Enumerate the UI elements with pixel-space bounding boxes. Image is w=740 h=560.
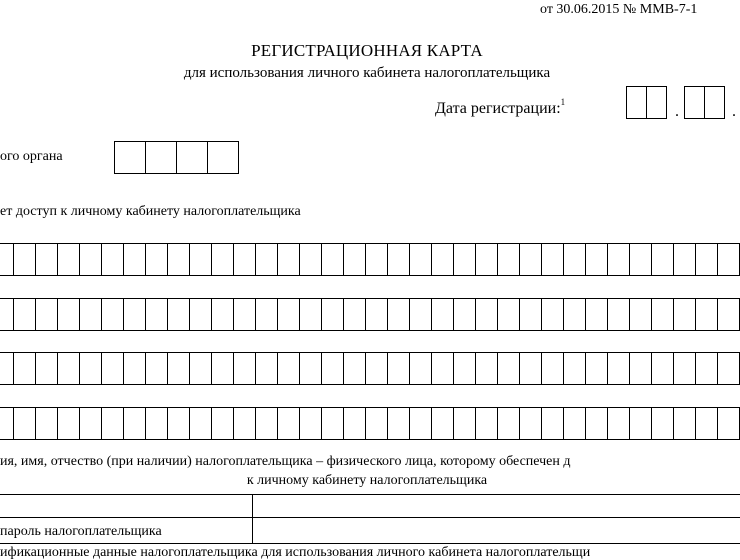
fio-cell[interactable] bbox=[365, 298, 388, 331]
fio-cells-row-2[interactable] bbox=[0, 298, 739, 331]
tax-authority-code-boxes[interactable] bbox=[114, 141, 238, 174]
fio-cell[interactable] bbox=[255, 407, 278, 440]
fio-cell[interactable] bbox=[585, 352, 608, 385]
fio-cell[interactable] bbox=[673, 243, 696, 276]
password-label: пароль налогоплательщика bbox=[0, 524, 162, 539]
date-month-box-1[interactable] bbox=[684, 86, 705, 119]
access-label: ет доступ к личному кабинету налогоплательщика bbox=[0, 204, 301, 219]
fio-cell[interactable] bbox=[431, 407, 454, 440]
fio-cell[interactable] bbox=[695, 243, 718, 276]
form-subtitle: для использования личного кабинета налогоплательщика bbox=[183, 65, 551, 81]
fio-cell[interactable] bbox=[123, 352, 146, 385]
fio-cell[interactable] bbox=[35, 243, 58, 276]
fio-cell[interactable] bbox=[35, 352, 58, 385]
fio-caption-line-1: ия, имя, отчество (при наличии) налогоплательщика – физического лица, которому обеспечен д bbox=[0, 454, 571, 469]
date-day-box-1[interactable] bbox=[626, 86, 647, 119]
fio-cell[interactable] bbox=[717, 243, 740, 276]
date-day-boxes[interactable] bbox=[626, 86, 666, 119]
fio-cell[interactable] bbox=[585, 298, 608, 331]
fio-cell[interactable] bbox=[233, 243, 256, 276]
fio-cell[interactable] bbox=[35, 407, 58, 440]
fio-cell[interactable] bbox=[0, 407, 14, 440]
fio-cell[interactable] bbox=[321, 407, 344, 440]
fio-cell[interactable] bbox=[101, 407, 124, 440]
fio-cell[interactable] bbox=[695, 407, 718, 440]
fio-cells-row-1[interactable] bbox=[0, 243, 739, 276]
fio-cell[interactable] bbox=[299, 407, 322, 440]
order-reference: от 30.06.2015 № ММВ-7-1 bbox=[540, 2, 698, 17]
fio-cell[interactable] bbox=[321, 298, 344, 331]
fio-cell[interactable] bbox=[343, 243, 366, 276]
fio-cell[interactable] bbox=[629, 407, 652, 440]
fio-cell[interactable] bbox=[497, 407, 520, 440]
fio-cell[interactable] bbox=[211, 352, 234, 385]
fio-caption-line-2: к личному кабинету налогоплательщика bbox=[246, 473, 488, 488]
fio-cell[interactable] bbox=[79, 352, 102, 385]
fio-cell[interactable] bbox=[57, 407, 80, 440]
fio-cell[interactable] bbox=[717, 352, 740, 385]
fio-cell[interactable] bbox=[629, 298, 652, 331]
fio-cell[interactable] bbox=[695, 298, 718, 331]
fio-cell[interactable] bbox=[299, 352, 322, 385]
fio-cell[interactable] bbox=[57, 243, 80, 276]
fio-cell[interactable] bbox=[123, 243, 146, 276]
fio-cell[interactable] bbox=[409, 298, 432, 331]
fio-cell[interactable] bbox=[563, 407, 586, 440]
fio-cell[interactable] bbox=[13, 407, 36, 440]
fio-cell[interactable] bbox=[211, 407, 234, 440]
fio-cell[interactable] bbox=[519, 298, 542, 331]
fio-cell[interactable] bbox=[651, 298, 674, 331]
fio-cell[interactable] bbox=[673, 298, 696, 331]
fio-cell[interactable] bbox=[145, 243, 168, 276]
fio-cell[interactable] bbox=[431, 352, 454, 385]
fio-cell[interactable] bbox=[519, 243, 542, 276]
fio-cell[interactable] bbox=[79, 298, 102, 331]
fio-cell[interactable] bbox=[607, 352, 630, 385]
fio-cell[interactable] bbox=[673, 352, 696, 385]
fio-cell[interactable] bbox=[475, 298, 498, 331]
fio-cell[interactable] bbox=[13, 243, 36, 276]
fio-cells-row-3[interactable] bbox=[0, 352, 739, 385]
fio-cell[interactable] bbox=[0, 298, 14, 331]
fio-cell[interactable] bbox=[277, 243, 300, 276]
fio-cell[interactable] bbox=[167, 298, 190, 331]
fio-cell[interactable] bbox=[277, 407, 300, 440]
fio-cell[interactable] bbox=[101, 352, 124, 385]
fio-cell[interactable] bbox=[13, 298, 36, 331]
fio-cell[interactable] bbox=[255, 352, 278, 385]
fio-cell[interactable] bbox=[233, 407, 256, 440]
date-month-box-2[interactable] bbox=[704, 86, 725, 119]
fio-cell[interactable] bbox=[475, 243, 498, 276]
fio-cell[interactable] bbox=[519, 407, 542, 440]
fio-cell[interactable] bbox=[365, 352, 388, 385]
fio-cell[interactable] bbox=[387, 243, 410, 276]
fio-cell[interactable] bbox=[651, 243, 674, 276]
fio-cell[interactable] bbox=[189, 352, 212, 385]
fio-cell[interactable] bbox=[651, 352, 674, 385]
fio-cell[interactable] bbox=[607, 298, 630, 331]
fio-cell[interactable] bbox=[387, 352, 410, 385]
fio-cell[interactable] bbox=[475, 407, 498, 440]
fio-cell[interactable] bbox=[365, 243, 388, 276]
fio-cell[interactable] bbox=[497, 352, 520, 385]
fio-cell[interactable] bbox=[123, 407, 146, 440]
fio-cell[interactable] bbox=[541, 243, 564, 276]
footnote-marker: 1 bbox=[560, 97, 566, 107]
fio-cell[interactable] bbox=[321, 243, 344, 276]
date-month-boxes[interactable] bbox=[684, 86, 724, 119]
fio-cells-row-4[interactable] bbox=[0, 407, 739, 440]
fio-cell[interactable] bbox=[189, 243, 212, 276]
fio-cell[interactable] bbox=[607, 243, 630, 276]
fio-cell[interactable] bbox=[277, 298, 300, 331]
fio-cell[interactable] bbox=[673, 407, 696, 440]
fio-cell[interactable] bbox=[431, 298, 454, 331]
fio-cell[interactable] bbox=[563, 243, 586, 276]
fio-cell[interactable] bbox=[409, 407, 432, 440]
fio-cell[interactable] bbox=[343, 407, 366, 440]
fio-cell[interactable] bbox=[145, 352, 168, 385]
table-top-border bbox=[0, 494, 740, 495]
fio-cell[interactable] bbox=[519, 352, 542, 385]
fio-cell[interactable] bbox=[189, 407, 212, 440]
fio-cell[interactable] bbox=[717, 407, 740, 440]
fio-cell[interactable] bbox=[277, 352, 300, 385]
fio-cell[interactable] bbox=[585, 243, 608, 276]
fio-cell[interactable] bbox=[211, 243, 234, 276]
fio-cell[interactable] bbox=[453, 407, 476, 440]
fio-cell[interactable] bbox=[343, 352, 366, 385]
form-title: РЕГИСТРАЦИОННАЯ КАРТА bbox=[251, 41, 483, 60]
tax-authority-box-3[interactable] bbox=[176, 141, 208, 174]
fio-cell[interactable] bbox=[387, 407, 410, 440]
fio-cell[interactable] bbox=[475, 352, 498, 385]
fio-cell[interactable] bbox=[541, 298, 564, 331]
fio-cell[interactable] bbox=[651, 407, 674, 440]
registration-date-label-text: Дата регистрации: bbox=[435, 100, 561, 117]
fio-cell[interactable] bbox=[629, 243, 652, 276]
fio-cell[interactable] bbox=[541, 352, 564, 385]
tax-authority-label: ого органа bbox=[0, 149, 63, 164]
fio-cell[interactable] bbox=[35, 298, 58, 331]
fio-cell[interactable] bbox=[57, 352, 80, 385]
fio-cell[interactable] bbox=[453, 298, 476, 331]
fio-cell[interactable] bbox=[629, 352, 652, 385]
fio-cell[interactable] bbox=[453, 352, 476, 385]
fio-cell[interactable] bbox=[409, 352, 432, 385]
fio-cell[interactable] bbox=[0, 352, 14, 385]
fio-cell[interactable] bbox=[57, 298, 80, 331]
fio-cell[interactable] bbox=[101, 243, 124, 276]
tax-authority-box-2[interactable] bbox=[145, 141, 177, 174]
fio-cell[interactable] bbox=[607, 407, 630, 440]
fio-cell[interactable] bbox=[145, 298, 168, 331]
fio-cell[interactable] bbox=[189, 298, 212, 331]
table-bottom-border bbox=[0, 543, 740, 544]
date-day-box-2[interactable] bbox=[646, 86, 667, 119]
fio-cell[interactable] bbox=[0, 243, 14, 276]
fio-cell[interactable] bbox=[365, 407, 388, 440]
fio-cell[interactable] bbox=[343, 298, 366, 331]
fio-cell[interactable] bbox=[321, 352, 344, 385]
fio-cell[interactable] bbox=[211, 298, 234, 331]
fio-cell[interactable] bbox=[563, 298, 586, 331]
fio-cell[interactable] bbox=[167, 243, 190, 276]
fio-cell[interactable] bbox=[233, 298, 256, 331]
tax-authority-box-1[interactable] bbox=[114, 141, 146, 174]
tax-authority-box-4[interactable] bbox=[207, 141, 239, 174]
fio-cell[interactable] bbox=[409, 243, 432, 276]
fio-cell[interactable] bbox=[695, 352, 718, 385]
fio-cell[interactable] bbox=[79, 407, 102, 440]
fio-cell[interactable] bbox=[387, 298, 410, 331]
registration-date-label bbox=[435, 97, 566, 117]
fio-cell[interactable] bbox=[255, 298, 278, 331]
password-value-cell[interactable] bbox=[253, 518, 740, 543]
fio-cell[interactable] bbox=[101, 298, 124, 331]
fio-cell[interactable] bbox=[233, 352, 256, 385]
fio-cell[interactable] bbox=[717, 298, 740, 331]
fio-cell[interactable] bbox=[13, 352, 36, 385]
fio-cell[interactable] bbox=[585, 407, 608, 440]
fio-cell[interactable] bbox=[541, 407, 564, 440]
fio-cell[interactable] bbox=[167, 352, 190, 385]
fio-cell[interactable] bbox=[497, 243, 520, 276]
fio-cell[interactable] bbox=[299, 243, 322, 276]
fio-cell[interactable] bbox=[145, 407, 168, 440]
fio-cell[interactable] bbox=[497, 298, 520, 331]
fio-cell[interactable] bbox=[299, 298, 322, 331]
fio-cell[interactable] bbox=[255, 243, 278, 276]
fio-cell[interactable] bbox=[123, 298, 146, 331]
fio-cell[interactable] bbox=[431, 243, 454, 276]
fio-cell[interactable] bbox=[563, 352, 586, 385]
fio-cell[interactable] bbox=[167, 407, 190, 440]
date-separator-2: . bbox=[732, 103, 736, 120]
fio-cell[interactable] bbox=[79, 243, 102, 276]
date-separator-1: . bbox=[675, 103, 679, 120]
footer-text: ификационные данные налогоплательщика для использования личного кабинета налогоплательщи bbox=[0, 545, 591, 560]
fio-cell[interactable] bbox=[453, 243, 476, 276]
